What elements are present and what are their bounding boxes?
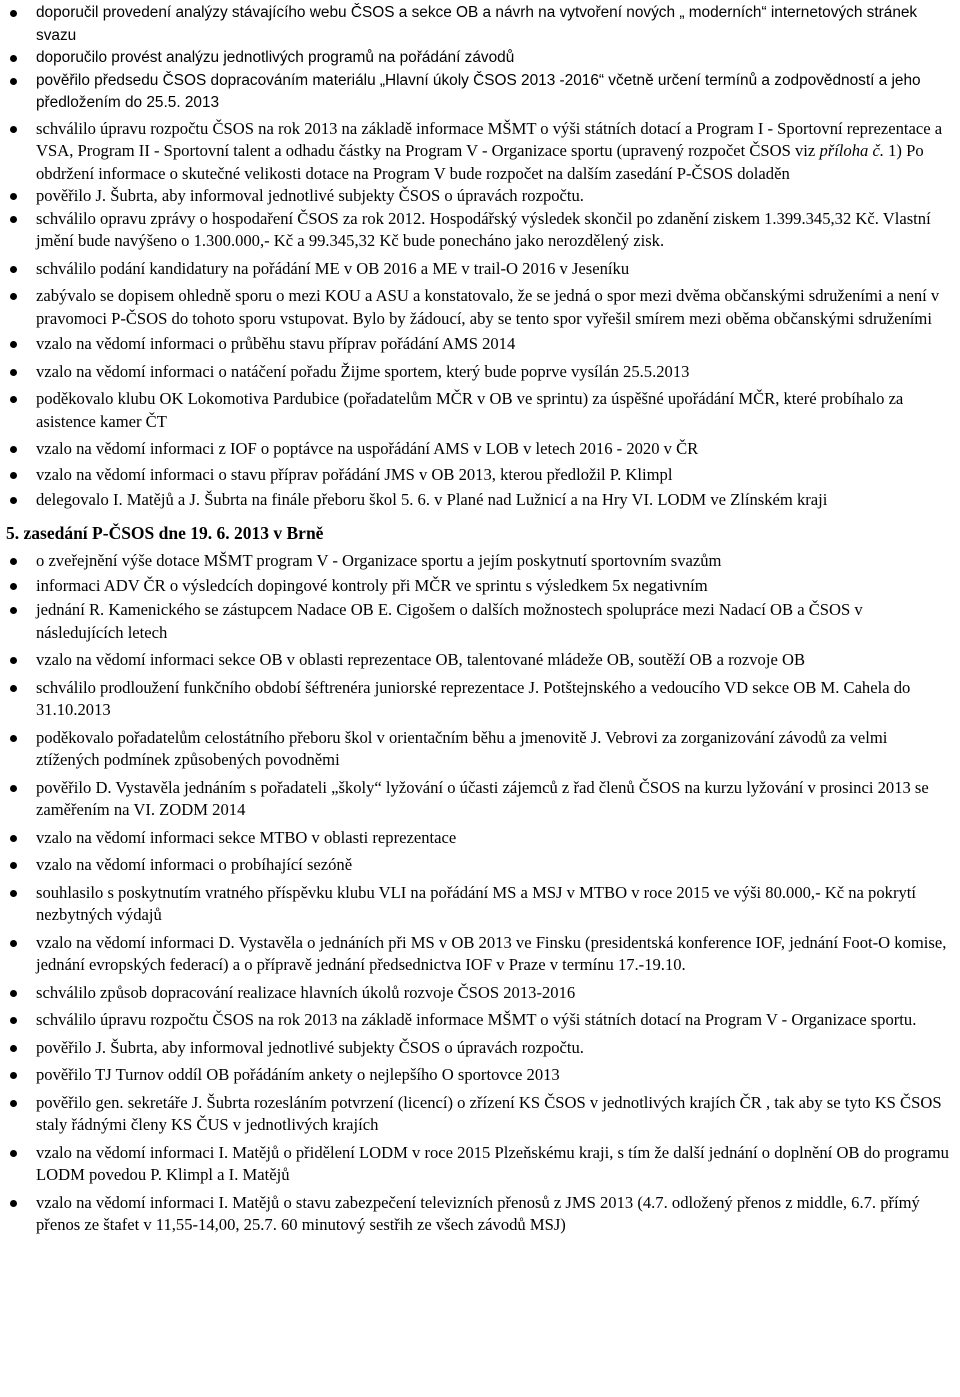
list-item: vzalo na vědomí informaci D. Vystavěla o jednáních při MS v OB 2013 ve Finsku (presidentská konference IOF, jednání Foot-O komise, jednání evropských federací) a o přípravě jednání předsednictva IOF v Praze v termínu 17.-19.10. — [36, 932, 950, 977]
list-item: zabývalo se dopisem ohledně sporu o mezi KOU a ASU a konstatovalo, že se jedná o spor mezi dvěma občanskými sdruženími a není v pravomoci P-ČSOS do tohoto sporu vstupovat. Bylo by žádoucí, aby se tento spor vyřešil smírem mezi oběma občanskými sdruženími — [36, 285, 950, 330]
list-item: vzalo na vědomí informaci o průběhu stavu příprav pořádání AMS 2014 — [36, 333, 950, 356]
list-item: vzalo na vědomí informaci o stavu příprav pořádání JMS v OB 2013, kterou předložil P. Klimpl — [36, 464, 950, 487]
list-item: schválilo úpravu rozpočtu ČSOS na rok 2013 na základě informace MŠMT o výši státních dotací na Program V - Organizace sportu. — [36, 1009, 950, 1032]
resolution-list-meeting-5 — [36, 550, 950, 1237]
list-item: delegovalo I. Matějů a J. Šubrta na finále přeboru škol 5. 6. v Plané nad Lužnicí a na Hry VI. LODM ve Zlínském kraji — [36, 489, 950, 512]
list-item-text: schválilo úpravu rozpočtu ČSOS na rok 2013 na základě informace MŠMT o výši státních dotací a Program I - Sportovní reprezentace a VSA, Program II - Sportovní talent a odhadu částky na Program V - Organizace sportu (upravený rozpočet ČSOS viz — [36, 118, 943, 160]
list-item: pověřilo předsedu ČSOS dopracováním materiálu „Hlavní úkoly ČSOS 2013 -2016“ včetně určení termínů a zodpovědností a jeho předložením do 25.5. 2013 — [36, 70, 950, 115]
list-item: doporučil provedení analýzy stávajícího webu ČSOS a sekce OB a návrh na vytvoření nových „ moderních“ internetových stránek svazu — [36, 2, 950, 47]
list-item: schválilo prodloužení funkčního období šéftrenéra juniorské reprezentace J. Potštejnského a vedoucího VD sekce OB M. Cahela do 31.10.2013 — [36, 677, 950, 722]
list-item: vzalo na vědomí informaci I. Matějů o stavu zabezpečení televizních přenosů z JMS 2013 (4.7. odložený přenos z middle, 6.7. přímý přenos ze štafet v 11,55-14,00, 25.7. 60 minutový sestřih ze všech závodů MSJ) — [36, 1192, 950, 1237]
list-item: vzalo na vědomí informaci sekce MTBO v oblasti reprezentace — [36, 827, 950, 850]
list-item: poděkovalo klubu OK Lokomotiva Pardubice (pořadatelům MČR v OB ve sprintu) za úspěšné upořádání MČR, které probíhalo za asistence kamer ČT — [36, 388, 950, 433]
list-item: vzalo na vědomí informaci I. Matějů o přidělení LODM v roce 2015 Plzeňskému kraji, s tím že další jednání o doplnění OB do programu LODM povedou P. Klimpl a I. Matějů — [36, 1142, 950, 1187]
meeting-heading: 5. zasedání P-ČSOS dne 19. 6. 2013 v Brně — [6, 522, 324, 543]
list-item: schválilo způsob dopracování realizace hlavních úkolů rozvoje ČSOS 2013-2016 — [36, 982, 950, 1005]
list-item: jednání R. Kamenického se zástupcem Nadace OB E. Cigošem o dalších možnostech spolupráce mezi Nadací OB a ČSOS v následujících letech — [36, 599, 950, 644]
list-item: schválilo opravu zprávy o hospodaření ČSOS za rok 2012. Hospodářský výsledek skončil po zdanění ziskem 1.399.345,32 Kč. Vlastní jmění bude navýšeno o 1.300.000,- Kč a 99.345,32 Kč bude ponecháno jako nerozdělený zisk. — [36, 208, 950, 253]
list-item: poděkovalo pořadatelům celostátního přeboru škol v orientačním běhu a jmenovitě J. Vebrovi za zorganizování závodů za velmi ztížených podmínek způsobených povodněmi — [36, 727, 950, 772]
list-item: souhlasilo s poskytnutím vratného příspěvku klubu VLI na pořádání MS a MSJ v MTBO v roce 2015 ve výši 80.000,- Kč na pokrytí nezbytných výdajů — [36, 882, 950, 927]
list-item: vzalo na vědomí informaci o natáčení pořadu Žijme sportem, který bude poprve vysílán 25.5.2013 — [36, 361, 950, 384]
resolution-list-previous-meeting — [36, 2, 950, 512]
list-item: pověřilo J. Šubrta, aby informoval jednotlivé subjekty ČSOS o úpravách rozpočtu. — [36, 185, 950, 208]
attachment-reference: příloha č. — [819, 141, 884, 160]
list-item: pověřilo D. Vystavěla jednáním s pořadateli „školy“ lyžování o účasti zájemců z řad členů ČSOS na kurzu lyžování v prosinci 2013 se zaměřením na VI. ZODM 2014 — [36, 777, 950, 822]
list-item: pověřilo TJ Turnov oddíl OB pořádáním ankety o nejlepšího O sportovce 2013 — [36, 1064, 950, 1087]
list-item: vzalo na vědomí informaci o probíhající sezóně — [36, 854, 950, 877]
list-item — [36, 118, 950, 186]
list-item: pověřilo J. Šubrta, aby informoval jednotlivé subjekty ČSOS o úpravách rozpočtu. — [36, 1037, 950, 1060]
list-item: vzalo na vědomí informaci z IOF o poptávce na uspořádání AMS v LOB v letech 2016 - 2020 v ČR — [36, 438, 950, 461]
list-item: o zveřejnění výše dotace MŠMT program V - Organizace sportu a jejím poskytnutí sportovním svazům — [36, 550, 950, 573]
list-item: vzalo na vědomí informaci sekce OB v oblasti reprezentace OB, talentované mládeže OB, soutěží OB a rozvoje OB — [36, 649, 950, 672]
list-item: pověřilo gen. sekretáře J. Šubrta rozesláním potvrzení (licencí) o zřízení KS ČSOS v jednotlivých krajích ČR , tak aby se tyto KS ČSOS staly řádnými členy KS ČUS v jednotlivých krajích — [36, 1092, 950, 1137]
list-item: doporučilo provést analýzu jednotlivých programů na pořádání závodů — [36, 47, 950, 70]
list-item: schválilo podání kandidatury na pořádání ME v OB 2016 a ME v trail-O 2016 v Jeseníku — [36, 258, 950, 281]
list-item: informaci ADV ČR o výsledcích dopingové kontroly při MČR ve sprintu s výsledkem 5x negativním — [36, 575, 950, 598]
list-item-text: 1) Po obdržení informace o skutečné velikosti dotace na Program V bude rozpočet na dalším zasedání P-ČSOS doladěn — [36, 141, 924, 183]
